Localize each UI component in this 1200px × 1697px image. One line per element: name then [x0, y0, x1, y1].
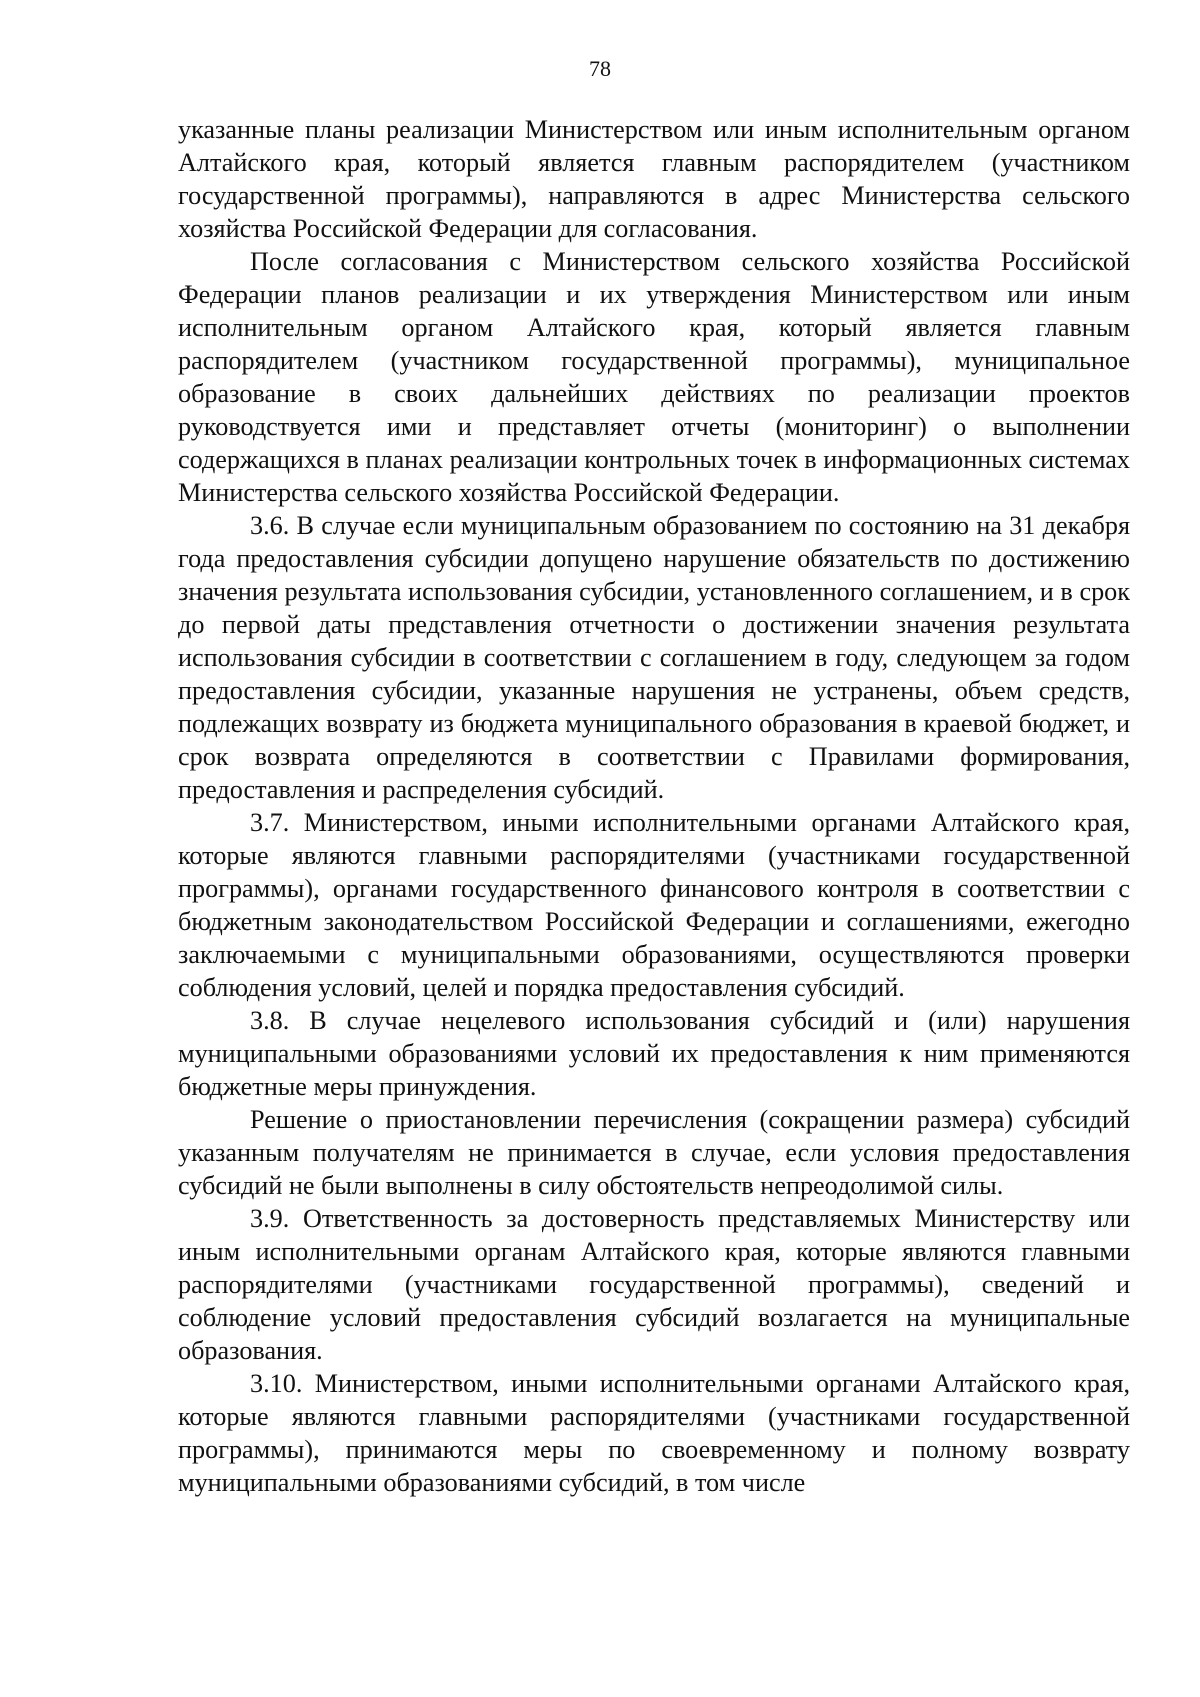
paragraph-3-8: 3.8. В случае нецелевого использования субсидий и (или) нарушения муниципальными образованиями условий их предоставления к ним применяются бюджетные меры принуждения. — [178, 1006, 1130, 1101]
paragraph-approval-plans: После согласования с Министерством сельского хозяйства Российской Федерации планов реализации и их утверждения Министерством или иным исполнительным органом Алтайского края, который является главным распорядителем (участником государственной программы), муниципальное образование в своих дальнейших действиях по реализации проектов руководствуется ими и представляет отчеты (мониторинг) о выполнении содержащихся в планах реализации контрольных точек в информационных системах Министерства сельского хозяйства Российской Федерации. — [178, 247, 1130, 507]
document-body — [178, 113, 1130, 1499]
paragraph-3-6: 3.6. В случае если муниципальным образованием по состоянию на 31 декабря года предоставления субсидии допущено нарушение обязательств по достижению значения результата использования субсидии, установленного соглашением, и в срок до первой даты представления отчетности о достижении значения результата использования субсидии в соответствии с соглашением в году, следующем за годом предоставления субсидии, указанные нарушения не устранены, объем средств, подлежащих возврату из бюджета муниципального образования в краевой бюджет, и срок возврата определяются в соответствии с Правилами формирования, предоставления и распределения субсидий. — [178, 511, 1130, 804]
paragraph-3-10: 3.10. Министерством, иными исполнительными органами Алтайского края, которые являются главными распорядителями (участниками государственной программы), принимаются меры по своевременному и полному возврату муниципальными образованиями субсидий, в том числе — [178, 1369, 1130, 1497]
paragraph-3-9: 3.9. Ответственность за достоверность представляемых Министерству или иным исполнительными органам Алтайского края, которые являются главными распорядителями (участниками государственной программы), сведений и соблюдение условий предоставления субсидий возлагается на муниципальные образования. — [178, 1204, 1130, 1365]
paragraph-continuation: указанные планы реализации Министерством или иным исполнительным органом Алтайского края, который является главным распорядителем (участником государственной программы), направляются в адрес Министерства сельского хозяйства Российской Федерации для согласования. — [178, 115, 1130, 243]
page-number: 78 — [589, 56, 611, 81]
paragraph-3-7: 3.7. Министерством, иными исполнительными органами Алтайского края, которые являются главными распорядителями (участниками государственной программы), органами государственного финансового контроля в соответствии с бюджетным законодательством Российской Федерации и соглашениями, ежегодно заключаемыми с муниципальными образованиями, осуществляются проверки соблюдения условий, целей и порядка предоставления субсидий. — [178, 808, 1130, 1002]
paragraph-suspension-decision: Решение о приостановлении перечисления (сокращении размера) субсидий указанным получателям не принимается в случае, если условия предоставления субсидий не были выполнены в силу обстоятельств непреодолимой силы. — [178, 1105, 1130, 1200]
